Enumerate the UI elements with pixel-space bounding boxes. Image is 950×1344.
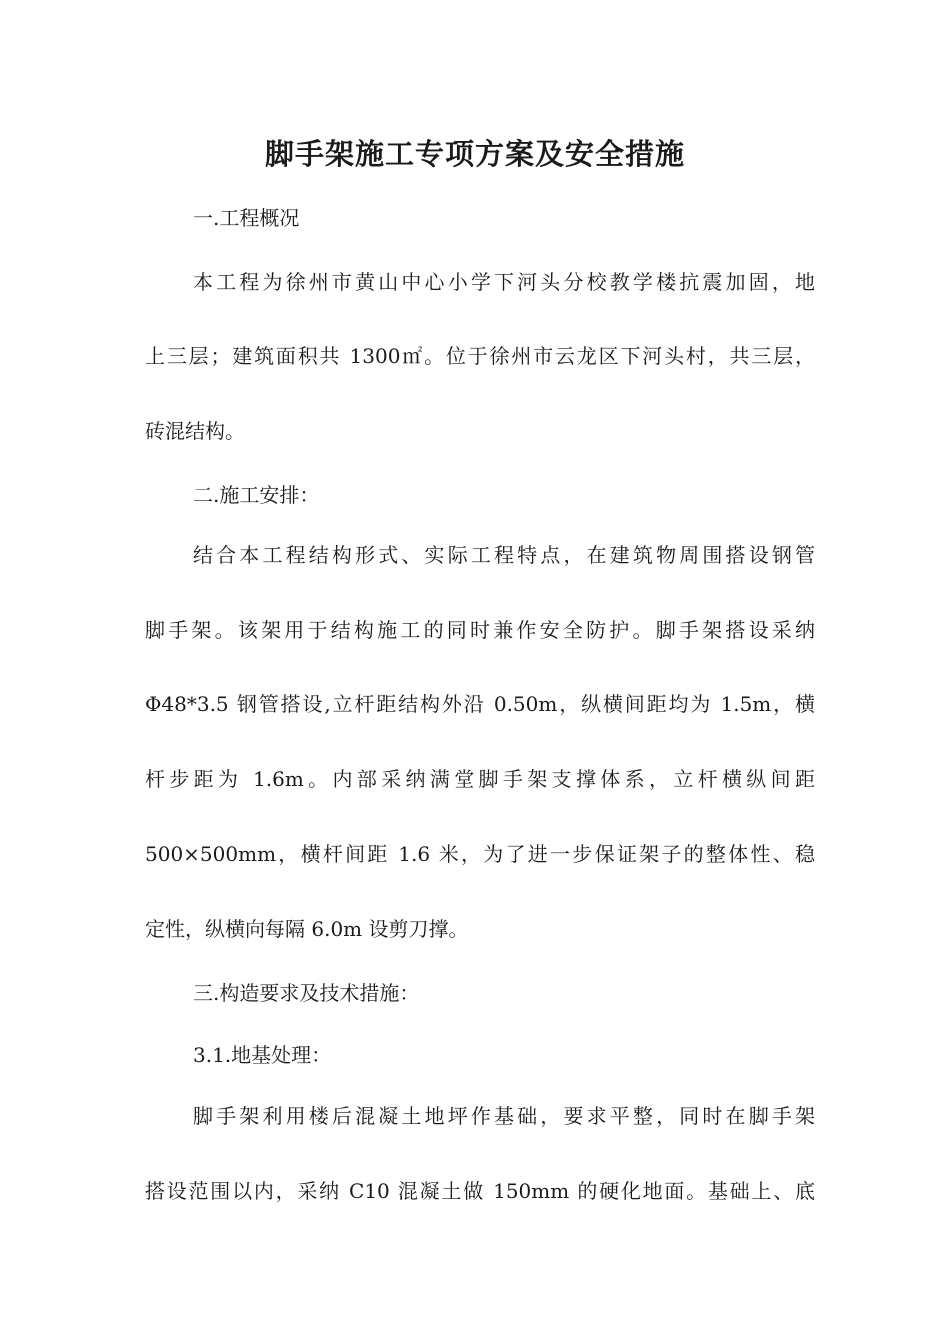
paragraph-line: 砖混结构。 (145, 419, 245, 443)
section-1-heading: 一.工程概况 (193, 206, 300, 230)
paragraph-line: 定性，纵横向每隔 6.0m 设剪刀撑。 (145, 917, 469, 941)
subsection-3-1-heading: 3.1.地基处理： (193, 1043, 332, 1067)
paragraph-line: 脚手架利用楼后混凝土地坪作基础，要求平整，同时在脚手架 (193, 1104, 815, 1128)
document-title: 脚手架施工专项方案及安全措施 (264, 137, 685, 171)
paragraph-line: 上三层；建筑面积共 1300㎡。位于徐州市云龙区下河头村，共三层， (145, 344, 815, 368)
paragraph-line: 结合本工程结构形式、实际工程特点，在建筑物周围搭设钢管 (193, 543, 815, 567)
section-2-heading: 二.施工安排： (193, 483, 320, 507)
paragraph-line: 杆步距为 1.6m。内部采纳满堂脚手架支撑体系，立杆横纵间距 (145, 767, 815, 791)
paragraph-line: 搭设范围以内，采纳 C10 混凝土做 150mm 的硬化地面。基础上、底 (145, 1179, 815, 1203)
paragraph-line: 500×500mm，横杆间距 1.6 米，为了进一步保证架子的整体性、稳 (145, 842, 815, 866)
section-3-heading: 三.构造要求及技术措施： (193, 981, 420, 1005)
paragraph-line: 本工程为徐州市黄山中心小学下河头分校教学楼抗震加固，地 (193, 270, 815, 294)
paragraph-line: 脚手架。该架用于结构施工的同时兼作安全防护。脚手架搭设采纳 (145, 618, 815, 642)
paragraph-line: Φ48*3.5 钢管搭设,立杆距结构外沿 0.50m，纵横间距均为 1.5m，横 (145, 692, 815, 716)
